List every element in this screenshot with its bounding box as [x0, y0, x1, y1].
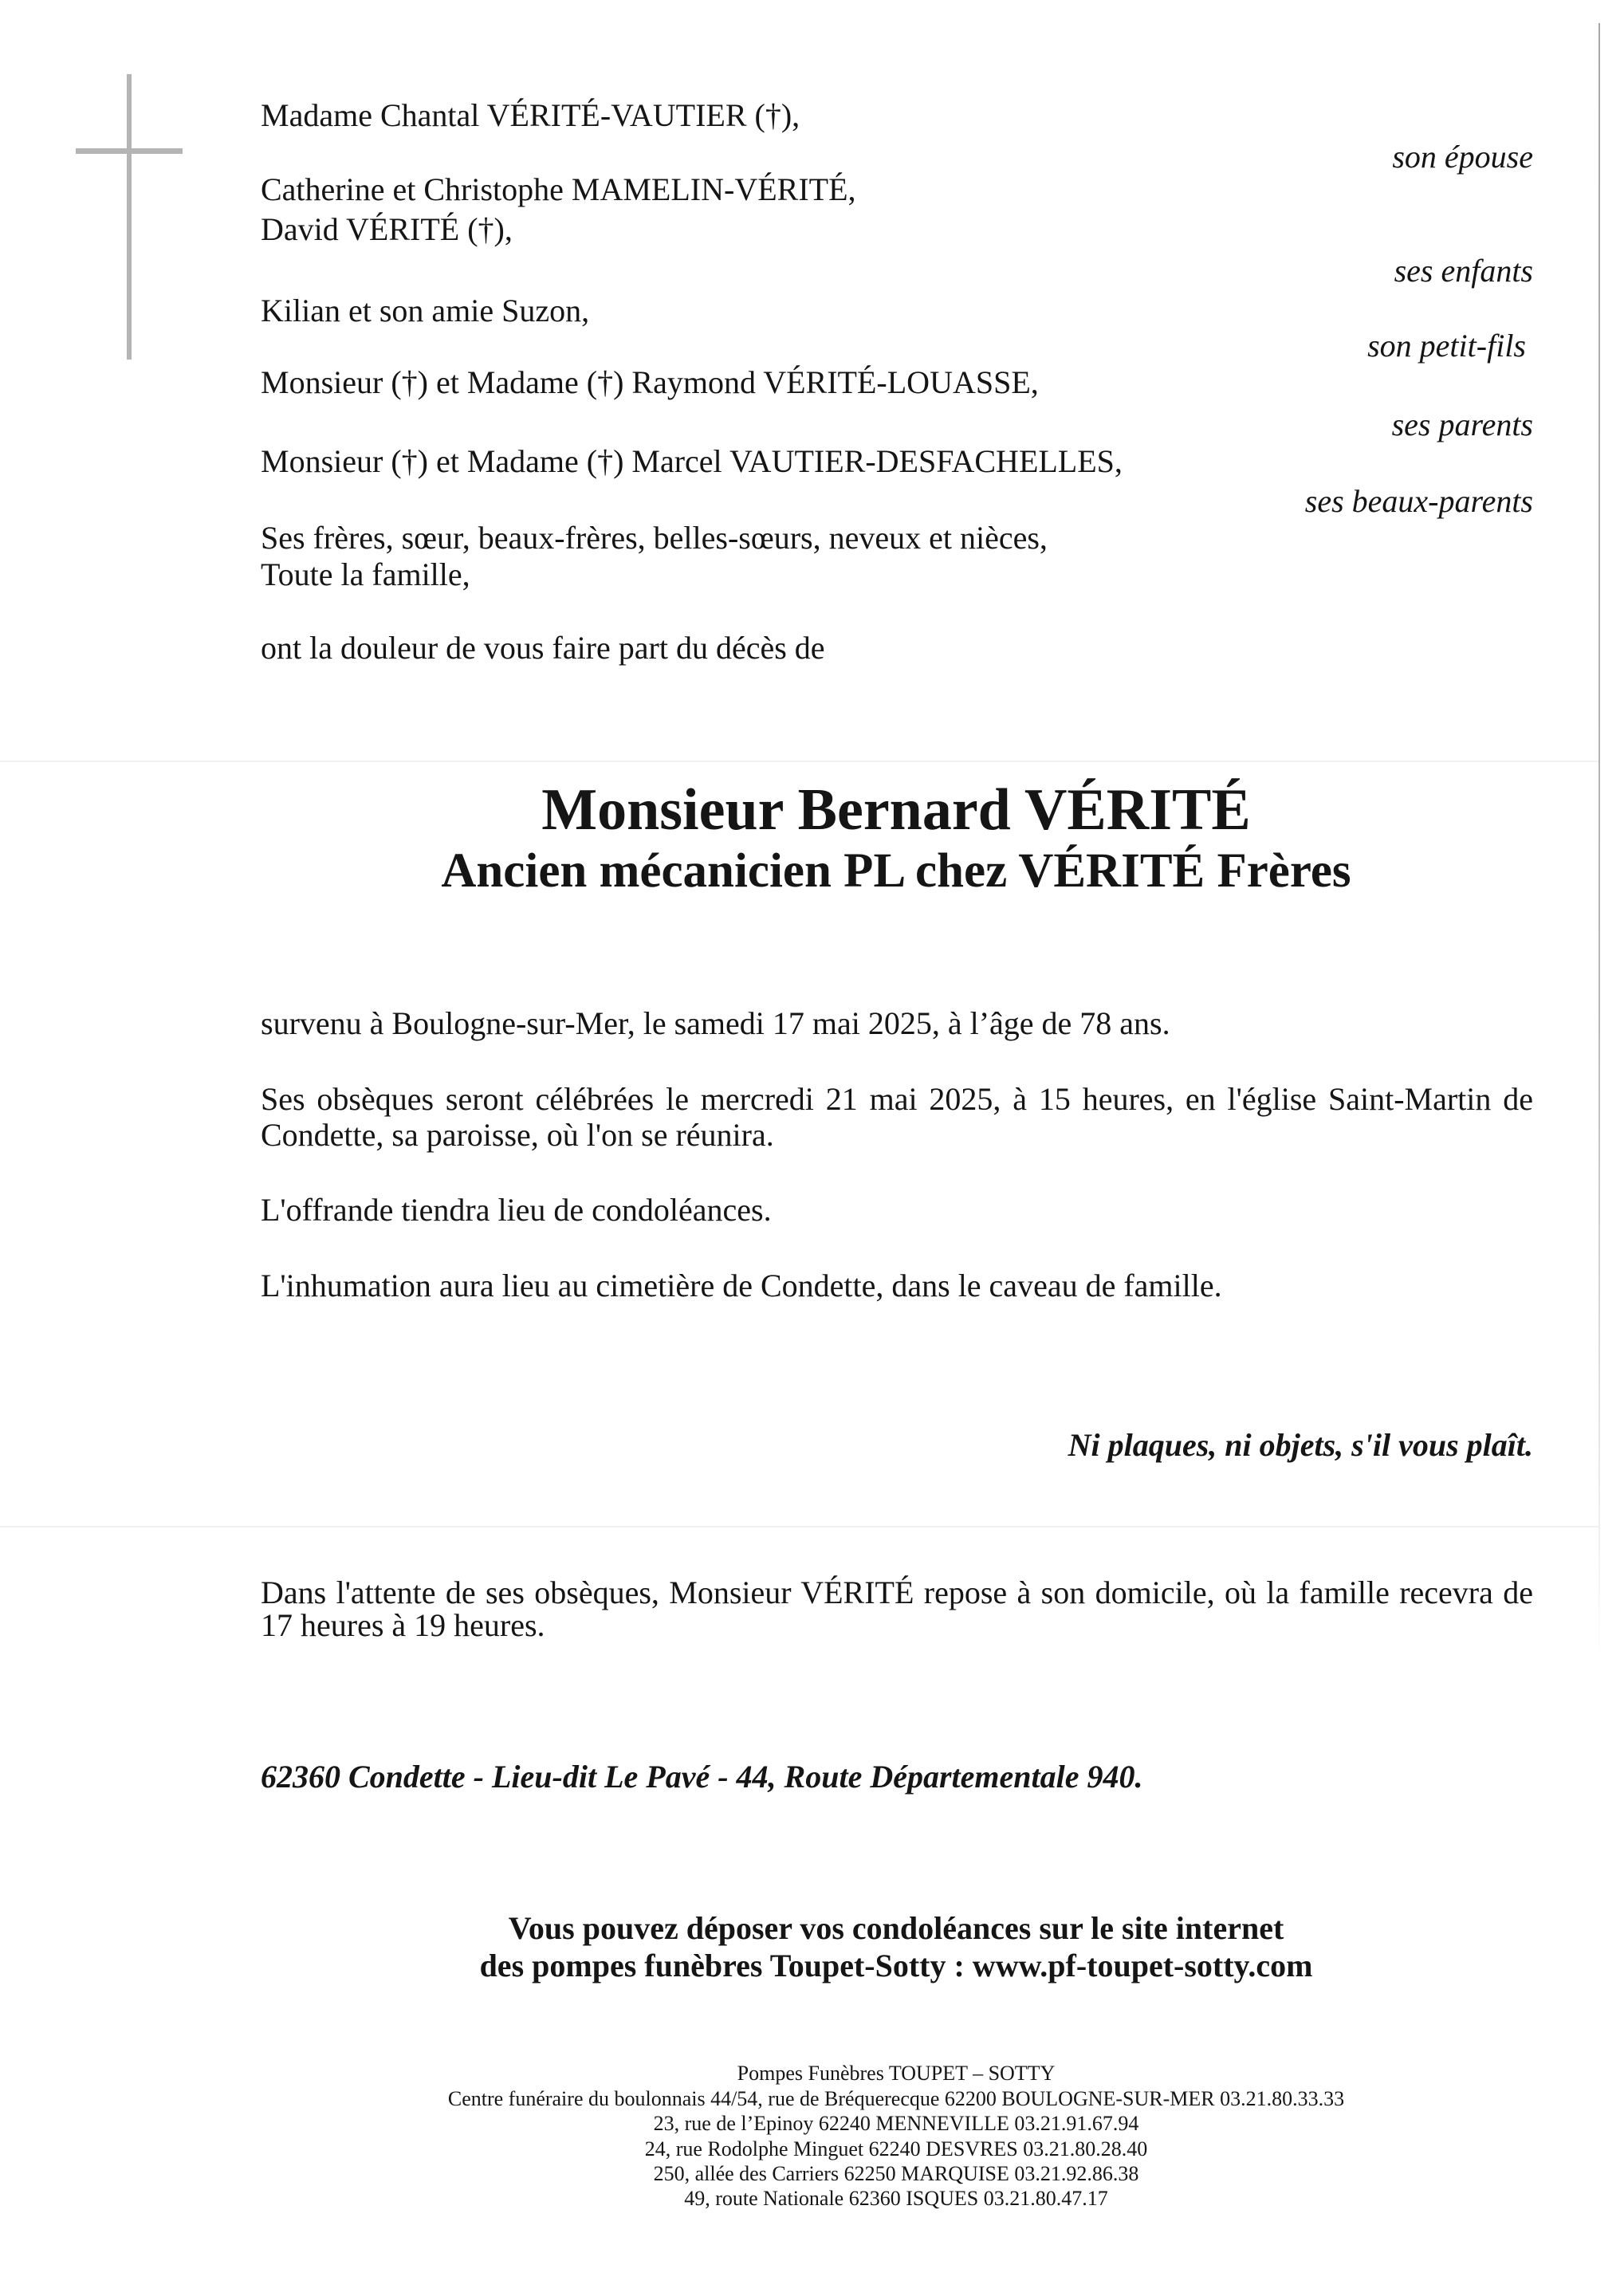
funeral-details-line2: Condette, sa paroisse, où l'on se réunira.	[261, 1117, 774, 1153]
relation-label: son petit-fils	[1367, 328, 1526, 364]
footer-line: 23, rue de l’Epinoy 62240 MENNEVILLE 03.21.91.67.94	[653, 2112, 1139, 2135]
family-line: Catherine et Christophe MAMELIN-VÉRITÉ,	[261, 171, 856, 207]
family-line: Monsieur (†) et Madame (†) Marcel VAUTIER-DESFACHELLES,	[261, 443, 1123, 479]
condolences-website[interactable]: des pompes funèbres Toupet-Sotty : www.pf-toupet-sotty.com	[479, 1948, 1313, 1983]
offering-note: L'offrande tiendra lieu de condoléances.	[261, 1192, 772, 1228]
condolences-line1: Vous pouvez déposer vos condoléances sur le site internet	[508, 1910, 1284, 1946]
footer-line: Centre funéraire du boulonnais 44/54, rue de Bréquerecque 62200 BOULOGNE-SUR-MER 03.21.80.33.33	[447, 2087, 1345, 2110]
family-line: Kilian et son amie Suzon,	[261, 293, 590, 328]
funeral-details-line1: Ses obsèques seront célébrées le mercredi 21 mai 2025, à 15 heures, en l'église Saint-Martin de	[261, 1081, 1533, 1117]
divider-top	[0, 761, 1598, 762]
no-flowers-request: Ni plaques, ni objets, s'il vous plaît.	[1068, 1427, 1533, 1463]
cross-vertical-bar	[127, 74, 132, 360]
announcement: ont la douleur de vous faire part du décès de	[261, 630, 825, 666]
wake-details-line2: 17 heures à 19 heures.	[261, 1607, 545, 1643]
footer-line: 49, route Nationale 62360 ISQUES 03.21.80.47.17	[684, 2187, 1108, 2210]
footer-line: Pompes Funèbres TOUPET – SOTTY	[737, 2062, 1056, 2085]
death-details: survenu à Boulogne-sur-Mer, le samedi 17 mai 2025, à l’âge de 78 ans.	[261, 1005, 1170, 1041]
deceased-name: Monsieur Bernard VÉRITÉ	[541, 777, 1251, 843]
wake-address: 62360 Condette - Lieu-dit Le Pavé - 44, Route Départementale 940.	[261, 1759, 1143, 1795]
deceased-title: Ancien mécanicien PL chez VÉRITÉ Frères	[441, 844, 1351, 898]
wake-details-line1: Dans l'attente de ses obsèques, Monsieur VÉRITÉ repose à son domicile, où la famille recevra de	[261, 1575, 1533, 1610]
family-line: Ses frères, sœur, beaux-frères, belles-sœurs, neveux et nièces,	[261, 520, 1048, 556]
relation-label: ses enfants	[1394, 253, 1533, 289]
relation-label: ses beaux-parents	[1304, 483, 1533, 519]
divider-bottom	[0, 1526, 1598, 1527]
footer-line: 250, allée des Carriers 62250 MARQUISE 03.21.92.86.38	[653, 2162, 1139, 2185]
family-line: Madame Chantal VÉRITÉ-VAUTIER (†),	[261, 97, 800, 133]
family-line: David VÉRITÉ (†),	[261, 211, 513, 247]
relation-label: son épouse	[1392, 139, 1533, 175]
family-line: Toute la famille,	[261, 556, 470, 592]
burial-details: L'inhumation aura lieu au cimetière de Condette, dans le caveau de famille.	[261, 1268, 1222, 1303]
footer-line: 24, rue Rodolphe Minguet 62240 DESVRES 03.21.80.28.40	[644, 2137, 1148, 2160]
family-line: Monsieur (†) et Madame (†) Raymond VÉRITÉ-LOUASSE,	[261, 364, 1039, 400]
right-margin-line	[1598, 23, 1600, 1665]
relation-label: ses parents	[1391, 407, 1533, 442]
cross-horizontal-bar	[76, 148, 183, 154]
